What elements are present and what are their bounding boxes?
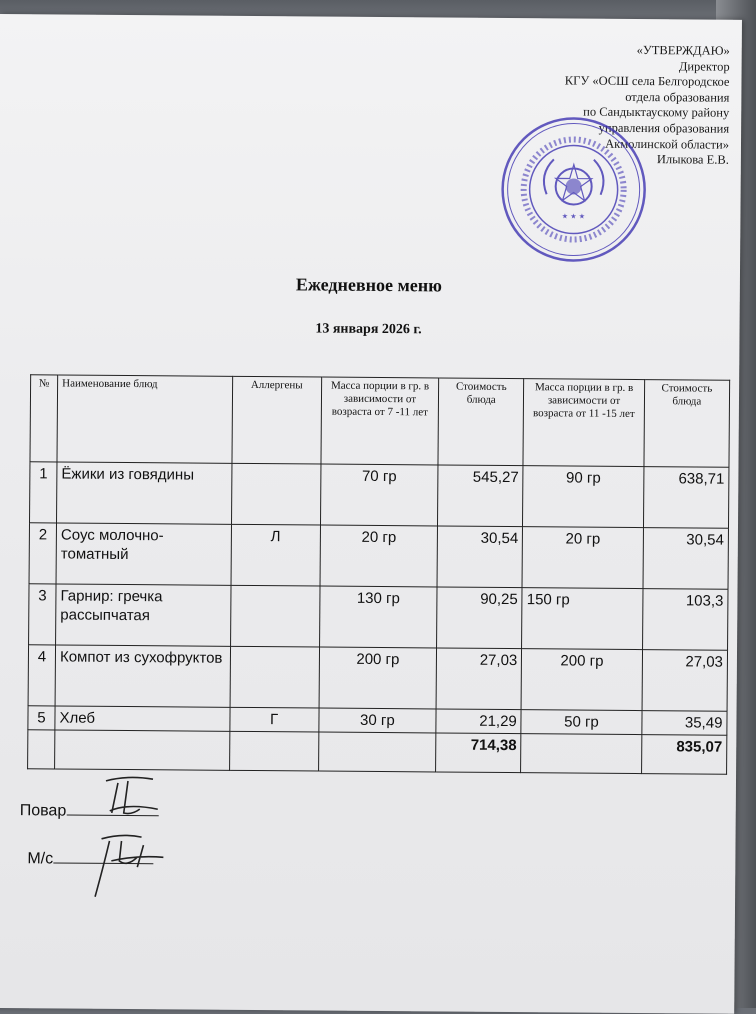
- portion-mass-7-11: 20 гр: [320, 525, 438, 587]
- dish-name: Соус молочно-томатный: [56, 523, 231, 585]
- approval-line: управления образования: [598, 120, 730, 136]
- allergen: [231, 463, 321, 525]
- approval-line: КГУ «ОСШ села Белгородское: [564, 73, 730, 89]
- menu-table: [27, 374, 730, 774]
- empty-cell: [318, 732, 436, 772]
- empty-cell: [28, 730, 55, 769]
- nurse-signature: [81, 827, 182, 908]
- portion-mass-7-11: 130 гр: [319, 586, 437, 648]
- portion-mass-7-11: 200 гр: [319, 647, 437, 709]
- approval-line: по Сандыктаускому району: [583, 104, 730, 121]
- approval-line: Илыкова Е.В.: [656, 152, 729, 167]
- column-header: Аллергены: [232, 376, 322, 464]
- row-number: 2: [29, 523, 57, 584]
- menu-document: [0, 14, 742, 1014]
- total-cost-7-11: 714,38: [436, 733, 522, 773]
- column-header: №: [30, 375, 58, 462]
- official-seal: [498, 114, 649, 265]
- cost-11-15: 35,49: [642, 711, 727, 736]
- allergen: Г: [229, 707, 318, 732]
- column-header: Масса порции в гр. в зависимости от возраста от 7 -11 лет: [321, 377, 439, 465]
- portion-mass-11-15: 150 гр: [522, 588, 643, 650]
- row-number: 5: [28, 706, 55, 730]
- portion-mass-7-11: 30 гр: [319, 708, 437, 733]
- dish-name: Хлеб: [55, 706, 230, 731]
- empty-cell: [521, 734, 642, 774]
- cost-11-15: 30,54: [643, 528, 729, 590]
- row-number: 3: [29, 584, 57, 645]
- nurse-label: М/с: [27, 850, 54, 868]
- empty-cell: [55, 730, 230, 770]
- cost-7-11: 27,03: [436, 648, 522, 710]
- row-number: 1: [30, 462, 58, 523]
- portion-mass-11-15: 20 гр: [522, 527, 643, 589]
- column-header: Наименование блюд: [57, 375, 232, 463]
- approval-line: Директор: [678, 58, 730, 74]
- cost-11-15: 638,71: [643, 467, 729, 529]
- empty-cell: [229, 731, 319, 771]
- totals-row: [28, 730, 727, 774]
- allergen: [230, 585, 320, 647]
- column-header: Стоимость блюда: [644, 380, 730, 468]
- approval-line: «УТВЕРЖДАЮ»: [636, 43, 730, 58]
- cost-7-11: 30,54: [437, 526, 523, 588]
- approval-line: отдела образования: [625, 89, 730, 105]
- portion-mass-11-15: 50 гр: [521, 710, 642, 735]
- column-header: Масса порции в гр. в зависимости от возраста от 11 -15 лет: [523, 379, 644, 467]
- allergen: [230, 646, 320, 708]
- menu-date: 13 января 2026 г.: [315, 321, 422, 338]
- portion-mass-11-15: 200 гр: [521, 649, 642, 711]
- dish-name: Компот из сухофруктов: [55, 645, 230, 707]
- svg-text:★ ★ ★: ★ ★ ★: [561, 212, 586, 221]
- total-cost-11-15: 835,07: [641, 735, 727, 775]
- table-header-row: [30, 375, 730, 467]
- cook-label: Повар: [19, 802, 67, 820]
- column-header: Стоимость блюда: [438, 378, 524, 466]
- allergen: Л: [231, 524, 321, 586]
- page-title: Ежедневное меню: [295, 274, 442, 296]
- table-row: [29, 584, 728, 650]
- table-row: [29, 523, 728, 589]
- row-number: 4: [28, 645, 56, 706]
- cost-11-15: 27,03: [642, 650, 728, 712]
- cook-signature: [98, 773, 168, 824]
- cost-7-11: 90,25: [437, 587, 523, 649]
- cost-7-11: 21,29: [436, 709, 521, 734]
- approval-line: Акмолинской области»: [605, 136, 730, 152]
- portion-mass-11-15: 90 гр: [523, 466, 644, 528]
- table-row: [30, 462, 729, 528]
- cost-11-15: 103,3: [642, 589, 728, 651]
- portion-mass-7-11: 70 гр: [320, 464, 438, 526]
- cost-7-11: 545,27: [438, 465, 524, 527]
- dish-name: Ёжики из говядины: [57, 462, 232, 524]
- dish-name: Гарнир: гречка рассыпчатая: [56, 584, 231, 646]
- table-row: [28, 645, 727, 711]
